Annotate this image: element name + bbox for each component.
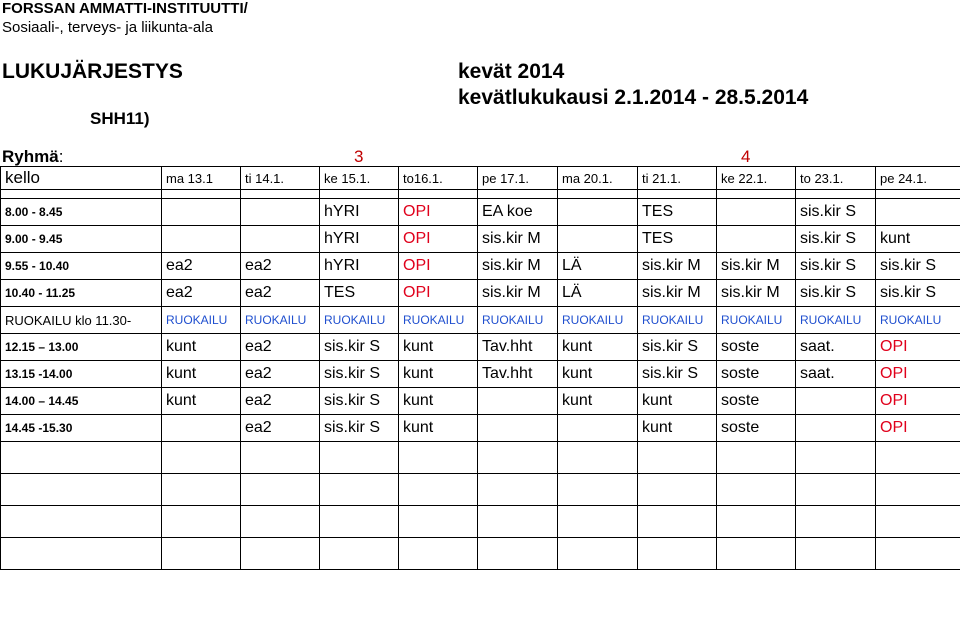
- lesson-cell: kunt: [558, 361, 638, 388]
- empty-cell: [876, 442, 960, 474]
- lesson-cell: sis.kir M: [717, 253, 796, 280]
- lesson-cell: sis.kir S: [876, 280, 960, 307]
- lesson-cell: sis.kir M: [478, 280, 558, 307]
- empty-cell: [717, 538, 796, 570]
- lesson-cell: OPI: [876, 334, 960, 361]
- empty-cell: [241, 506, 320, 538]
- lesson-cell: [796, 388, 876, 415]
- lesson-cell: saat.: [796, 361, 876, 388]
- empty-cell: [717, 474, 796, 506]
- empty-cell: [638, 442, 717, 474]
- lunch-cell: RUOKAILU: [320, 307, 399, 334]
- empty-cell: [796, 190, 876, 199]
- empty-cell: [1, 442, 162, 474]
- table-row: [1, 280, 960, 307]
- lesson-cell: sis.kir S: [320, 388, 399, 415]
- lesson-cell: [478, 388, 558, 415]
- school-name: FORSSAN AMMATTI-INSTITUUTTI/: [2, 0, 248, 17]
- kello-header: kello: [1, 167, 162, 190]
- week-number-4: 4: [741, 147, 751, 166]
- time-cell: 12.15 – 13.00: [1, 334, 162, 361]
- empty-cell: [876, 190, 960, 199]
- day-header: ti 14.1.: [241, 167, 320, 190]
- lesson-cell: TES: [638, 226, 717, 253]
- lunch-cell: RUOKAILU: [876, 307, 960, 334]
- empty-cell: [399, 538, 478, 570]
- lesson-cell: sis.kir S: [320, 361, 399, 388]
- lesson-cell: kunt: [399, 361, 478, 388]
- lesson-cell: OPI: [876, 361, 960, 388]
- empty-cell: [399, 506, 478, 538]
- lunch-cell: RUOKAILU: [638, 307, 717, 334]
- lesson-cell: [717, 199, 796, 226]
- lesson-cell: [796, 415, 876, 442]
- empty-cell: [399, 442, 478, 474]
- lesson-cell: kunt: [399, 388, 478, 415]
- empty-row: [1, 474, 960, 506]
- empty-cell: [558, 538, 638, 570]
- day-header-row: [1, 167, 960, 190]
- empty-cell: [1, 506, 162, 538]
- lesson-cell: ea2: [241, 388, 320, 415]
- empty-cell: [558, 190, 638, 199]
- table-row: [1, 226, 960, 253]
- empty-cell: [876, 538, 960, 570]
- lesson-cell: sis.kir S: [796, 226, 876, 253]
- table-row: [1, 415, 960, 442]
- empty-cell: [320, 474, 399, 506]
- lesson-cell: sis.kir M: [478, 253, 558, 280]
- empty-cell: [320, 506, 399, 538]
- time-cell: 13.15 -14.00: [1, 361, 162, 388]
- empty-cell: [399, 190, 478, 199]
- lunch-cell: RUOKAILU: [478, 307, 558, 334]
- empty-cell: [638, 190, 717, 199]
- lesson-cell: ea2: [241, 253, 320, 280]
- lesson-cell: OPI: [399, 280, 478, 307]
- lesson-cell: ea2: [162, 253, 241, 280]
- empty-cell: [241, 538, 320, 570]
- lesson-cell: kunt: [162, 361, 241, 388]
- lesson-cell: kunt: [876, 226, 960, 253]
- lesson-cell: soste: [717, 334, 796, 361]
- empty-cell: [320, 538, 399, 570]
- empty-cell: [478, 442, 558, 474]
- lesson-cell: TES: [320, 280, 399, 307]
- empty-cell: [399, 474, 478, 506]
- lunch-time-cell: RUOKAILU klo 11.30-: [1, 307, 162, 334]
- empty-cell: [876, 474, 960, 506]
- empty-cell: [876, 506, 960, 538]
- empty-cell: [1, 190, 162, 199]
- day-header: ma 13.1: [162, 167, 241, 190]
- lesson-cell: sis.kir M: [717, 280, 796, 307]
- lesson-cell: sis.kir S: [320, 334, 399, 361]
- empty-cell: [796, 538, 876, 570]
- empty-cell: [796, 506, 876, 538]
- table-row: [1, 334, 960, 361]
- lesson-cell: sis.kir S: [796, 253, 876, 280]
- lunch-cell: RUOKAILU: [241, 307, 320, 334]
- empty-cell: [638, 506, 717, 538]
- day-header: ma 20.1.: [558, 167, 638, 190]
- empty-cell: [1, 538, 162, 570]
- lesson-cell: kunt: [558, 388, 638, 415]
- lesson-cell: kunt: [558, 334, 638, 361]
- schedule-table: [0, 166, 960, 570]
- time-cell: 9.00 - 9.45: [1, 226, 162, 253]
- period-label: kevätlukukausi 2.1.2014 - 28.5.2014: [458, 86, 809, 109]
- lesson-cell: [558, 226, 638, 253]
- empty-cell: [638, 474, 717, 506]
- lesson-cell: OPI: [876, 415, 960, 442]
- lunch-row: [1, 307, 960, 334]
- lesson-cell: kunt: [638, 415, 717, 442]
- lesson-cell: EA koe: [478, 199, 558, 226]
- lesson-cell: [558, 415, 638, 442]
- lesson-cell: soste: [717, 361, 796, 388]
- lunch-cell: RUOKAILU: [162, 307, 241, 334]
- empty-cell: [478, 506, 558, 538]
- time-cell: 14.00 – 14.45: [1, 388, 162, 415]
- empty-cell: [241, 190, 320, 199]
- empty-cell: [320, 190, 399, 199]
- department-name: Sosiaali-, terveys- ja liikunta-ala: [2, 19, 213, 36]
- lesson-cell: kunt: [162, 388, 241, 415]
- gap-row: [1, 190, 960, 199]
- lesson-cell: OPI: [399, 253, 478, 280]
- lesson-cell: [162, 415, 241, 442]
- lesson-cell: sis.kir S: [320, 415, 399, 442]
- empty-cell: [162, 538, 241, 570]
- empty-cell: [162, 190, 241, 199]
- empty-cell: [717, 442, 796, 474]
- lunch-cell: RUOKAILU: [796, 307, 876, 334]
- lesson-cell: ea2: [241, 415, 320, 442]
- lesson-cell: sis.kir M: [638, 253, 717, 280]
- lesson-cell: ea2: [162, 280, 241, 307]
- empty-cell: [717, 506, 796, 538]
- lesson-cell: soste: [717, 415, 796, 442]
- lesson-cell: [162, 226, 241, 253]
- empty-cell: [638, 538, 717, 570]
- lesson-cell: Tav.hht: [478, 361, 558, 388]
- lunch-cell: RUOKAILU: [558, 307, 638, 334]
- day-header: to 23.1.: [796, 167, 876, 190]
- day-header: ke 22.1.: [717, 167, 796, 190]
- lesson-cell: kunt: [399, 415, 478, 442]
- term-label: kevät 2014: [458, 60, 565, 83]
- empty-cell: [478, 538, 558, 570]
- lesson-cell: Tav.hht: [478, 334, 558, 361]
- lesson-cell: [241, 199, 320, 226]
- lesson-cell: sis.kir M: [638, 280, 717, 307]
- table-row: [1, 199, 960, 226]
- day-header: ti 21.1.: [638, 167, 717, 190]
- lesson-cell: hYRI: [320, 253, 399, 280]
- lesson-cell: sis.kir S: [876, 253, 960, 280]
- lesson-cell: LÄ: [558, 253, 638, 280]
- page-title: LUKUJÄRJESTYS: [2, 60, 183, 83]
- lesson-cell: OPI: [399, 226, 478, 253]
- lesson-cell: hYRI: [320, 226, 399, 253]
- lesson-cell: ea2: [241, 361, 320, 388]
- lesson-cell: [558, 199, 638, 226]
- lesson-cell: soste: [717, 388, 796, 415]
- lesson-cell: sis.kir S: [796, 280, 876, 307]
- lesson-cell: kunt: [162, 334, 241, 361]
- day-header: ke 15.1.: [320, 167, 399, 190]
- table-row: [1, 388, 960, 415]
- time-cell: 8.00 - 8.45: [1, 199, 162, 226]
- lesson-cell: sis.kir M: [478, 226, 558, 253]
- lesson-cell: LÄ: [558, 280, 638, 307]
- empty-row: [1, 442, 960, 474]
- table-row: [1, 361, 960, 388]
- day-header: to16.1.: [399, 167, 478, 190]
- time-cell: 10.40 - 11.25: [1, 280, 162, 307]
- lesson-cell: [876, 199, 960, 226]
- lesson-cell: [717, 226, 796, 253]
- empty-cell: [478, 474, 558, 506]
- empty-cell: [796, 474, 876, 506]
- lesson-cell: kunt: [638, 388, 717, 415]
- empty-cell: [717, 190, 796, 199]
- lesson-cell: ea2: [241, 280, 320, 307]
- lesson-cell: sis.kir S: [796, 199, 876, 226]
- day-header: pe 17.1.: [478, 167, 558, 190]
- empty-cell: [320, 442, 399, 474]
- lesson-cell: OPI: [399, 199, 478, 226]
- empty-cell: [558, 506, 638, 538]
- empty-cell: [241, 442, 320, 474]
- lunch-cell: RUOKAILU: [717, 307, 796, 334]
- empty-cell: [478, 190, 558, 199]
- lesson-cell: sis.kir S: [638, 361, 717, 388]
- lesson-cell: ea2: [241, 334, 320, 361]
- lesson-cell: [162, 199, 241, 226]
- lesson-cell: TES: [638, 199, 717, 226]
- group-code: SHH11): [90, 109, 150, 128]
- empty-row: [1, 506, 960, 538]
- empty-cell: [162, 506, 241, 538]
- lesson-cell: OPI: [876, 388, 960, 415]
- lunch-cell: RUOKAILU: [399, 307, 478, 334]
- empty-row: [1, 538, 960, 570]
- week-number-3: 3: [354, 147, 364, 166]
- lesson-cell: sis.kir S: [638, 334, 717, 361]
- lesson-cell: hYRI: [320, 199, 399, 226]
- empty-cell: [162, 474, 241, 506]
- table-row: [1, 253, 960, 280]
- empty-cell: [558, 442, 638, 474]
- lesson-cell: kunt: [399, 334, 478, 361]
- lesson-cell: [478, 415, 558, 442]
- group-label: Ryhmä:: [2, 147, 64, 166]
- day-header: pe 24.1.: [876, 167, 960, 190]
- time-cell: 9.55 - 10.40: [1, 253, 162, 280]
- empty-cell: [162, 442, 241, 474]
- empty-cell: [796, 442, 876, 474]
- lesson-cell: [241, 226, 320, 253]
- empty-cell: [1, 474, 162, 506]
- time-cell: 14.45 -15.30: [1, 415, 162, 442]
- empty-cell: [558, 474, 638, 506]
- lesson-cell: saat.: [796, 334, 876, 361]
- empty-cell: [241, 474, 320, 506]
